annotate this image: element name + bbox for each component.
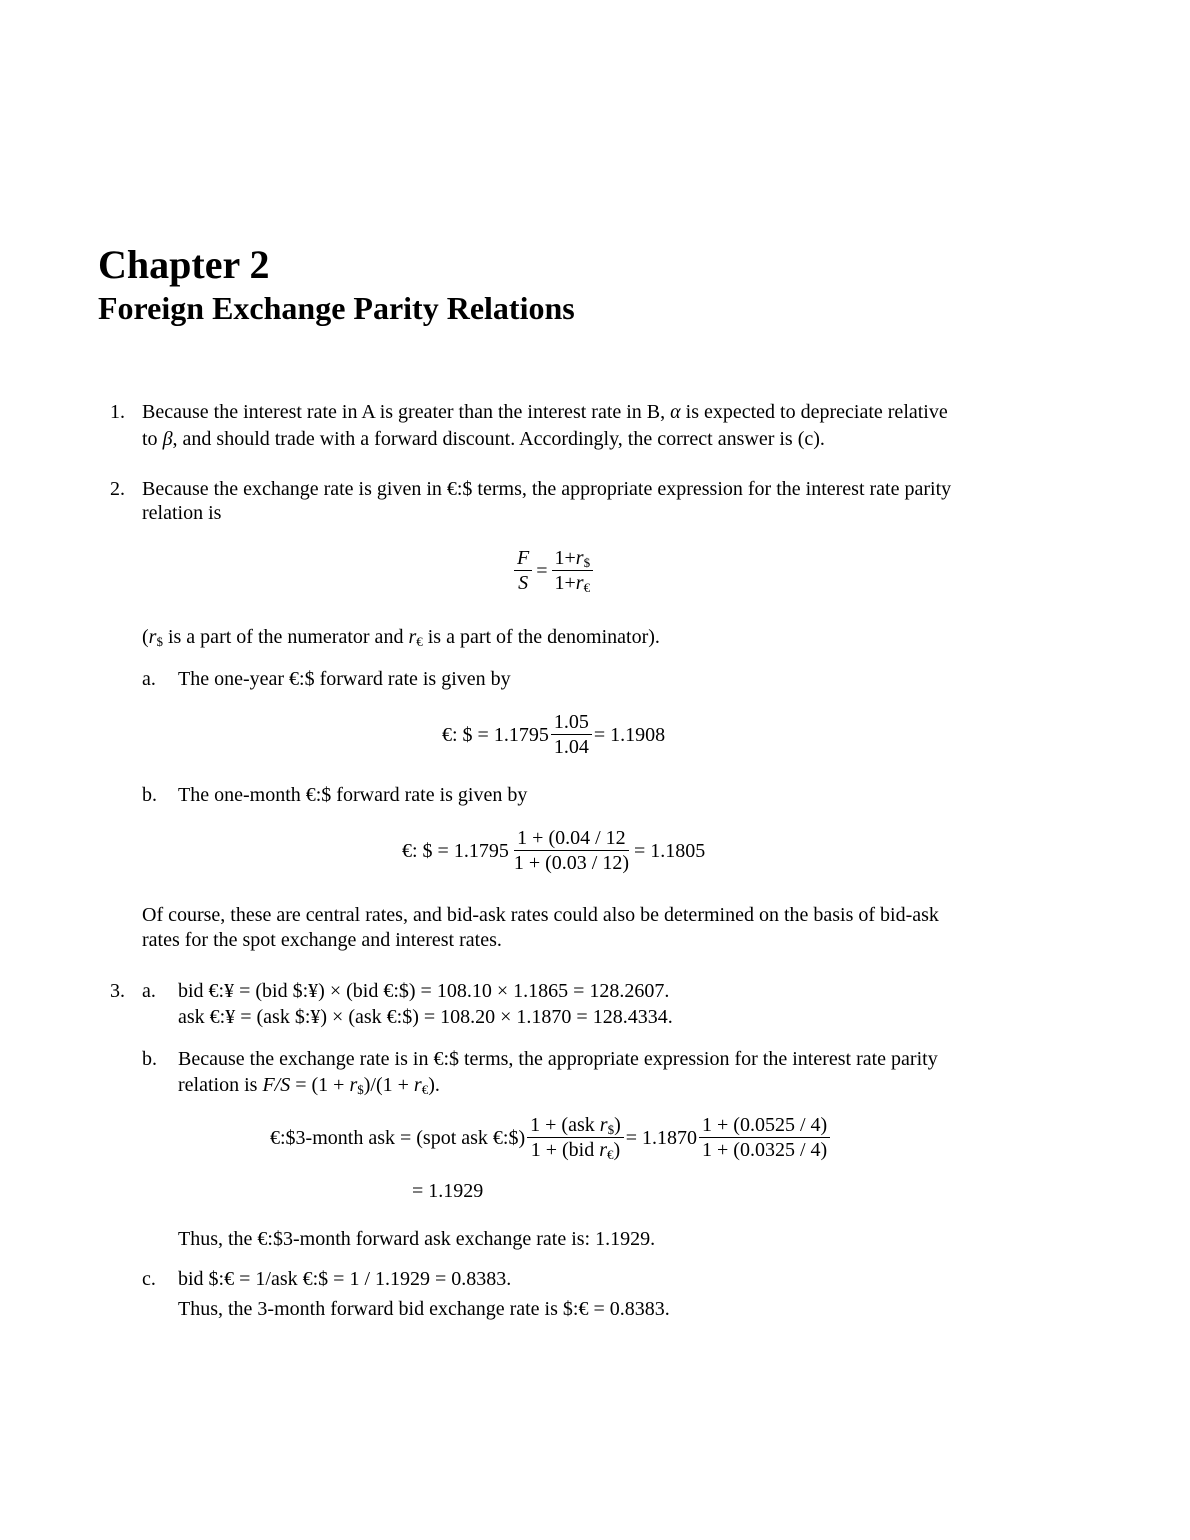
irp-num-r: r	[575, 547, 584, 569]
q2a-eq-right: = 1.1908	[593, 723, 666, 746]
q2a-text: The one-year €:$ forward rate is given by	[178, 668, 511, 690]
irp-F: F	[517, 547, 530, 569]
q3b-f1-den-a: 1 + (bid	[530, 1139, 595, 1161]
q3b-f1-num-r: r	[599, 1114, 608, 1136]
q3b-l2-b: = (1 +	[295, 1074, 345, 1096]
q2b-num: 1 + (0.04 / 12	[514, 828, 629, 851]
q2a-fraction	[551, 712, 592, 757]
q3b-f2-num: 1 + (0.0525 / 4)	[699, 1115, 830, 1138]
q3c-line1: bid $:€ = 1/ask €:$ = 1 / 1.1929 = 0.8383.	[178, 1268, 512, 1290]
q3b-l2-s1: $	[357, 1082, 364, 1097]
q3b-fraction1	[527, 1115, 624, 1160]
q3b-equation	[270, 1115, 832, 1160]
q2a-label: a.	[142, 668, 156, 690]
irp-num-sub: $	[583, 555, 591, 570]
beta-symbol: β	[162, 428, 173, 450]
q3b-f1-num-s: $	[607, 1122, 615, 1137]
irp-equals: =	[536, 559, 548, 582]
q3b-eq-left: €:$3-month ask = (spot ask €:$)	[270, 1126, 526, 1149]
q2b-eq-left: €: $ = 1.1795	[402, 839, 509, 862]
irp-right-fraction	[552, 548, 594, 593]
q2a-eq-left: €: $ = 1.1795	[442, 723, 549, 746]
q3b-f2-den: 1 + (0.0325 / 4)	[702, 1139, 828, 1161]
q2-note-mid: is a part of the numerator and	[167, 626, 404, 648]
q2b-eq-right: = 1.1805	[634, 839, 706, 862]
q2-line2: relation is	[142, 502, 222, 524]
q3b-f1-num-b: )	[614, 1114, 621, 1136]
q2a-den: 1.04	[553, 736, 589, 758]
q2-outro-line1: Of course, these are central rates, and bid-ask rates could also be determined on the basis of bid-ask	[142, 904, 939, 926]
q1-line2	[142, 429, 825, 449]
q3b-f1-den-s: €	[607, 1147, 614, 1162]
q3b-l2-r1: r	[349, 1074, 358, 1096]
q3b-f1-den-b: )	[613, 1139, 621, 1161]
q2b-fraction	[511, 828, 632, 873]
q2-note	[142, 627, 660, 647]
q2b-den: 1 + (0.03 / 12)	[513, 852, 629, 874]
q3b-l2-a: relation is	[178, 1074, 258, 1096]
q3b-l2-r2: r	[413, 1074, 422, 1096]
q3b-f1-num-a: 1 + (ask	[530, 1114, 595, 1136]
q2a-num: 1.05	[551, 712, 592, 735]
irp-S: S	[518, 572, 529, 594]
q2b-label: b.	[142, 784, 157, 806]
irp-left-fraction	[514, 548, 532, 593]
q1-number: 1.	[110, 401, 125, 423]
q2-outro-line2: rates for the spot exchange and interest rates.	[142, 929, 502, 951]
q1-line1-a: Because the interest rate in A is greater than the interest rate in B,	[142, 401, 666, 423]
q1-line2-a: to	[142, 428, 158, 450]
irp-den-r: r	[575, 572, 584, 594]
q2b-text: The one-month €:$ forward rate is given by	[178, 784, 528, 806]
q3b-label: b.	[142, 1048, 157, 1070]
q3a-line1: bid €:¥ = (bid $:¥) × (bid €:$) = 108.10 × 1.1865 = 128.2607.	[178, 980, 670, 1002]
q1-line1	[142, 402, 948, 422]
q3b-l2-fs: F/S	[262, 1074, 291, 1096]
q3b-l2-c: )/(1 +	[363, 1074, 409, 1096]
q2-note-open: (	[142, 626, 149, 648]
q2-note-end: is a part of the denominator).	[427, 626, 660, 648]
q3a-line2: ask €:¥ = (ask $:¥) × (ask €:$) = 108.20 × 1.1870 = 128.4334.	[178, 1006, 673, 1028]
irp-equation	[512, 548, 595, 593]
irp-den-sub: €	[583, 580, 591, 595]
irp-num-a: 1+	[554, 547, 576, 569]
q3b-eq-result: = 1.1929	[412, 1180, 484, 1202]
q3c-label: c.	[142, 1268, 156, 1290]
q3b-fraction2	[699, 1115, 830, 1160]
q3b-line2	[178, 1075, 440, 1095]
chapter-subtitle: Foreign Exchange Parity Relations	[98, 290, 575, 326]
alpha-symbol: α	[670, 401, 681, 423]
q3c-line2: Thus, the 3-month forward bid exchange rate is $:€ = 0.8383.	[178, 1298, 670, 1320]
q2-note-sub1: $	[156, 634, 163, 649]
q2-number: 2.	[110, 478, 125, 500]
q2-note-r1: r	[148, 626, 157, 648]
q3b-line1: Because the exchange rate is in €:$ terms, the appropriate expression for the interest rate parity	[178, 1048, 938, 1070]
chapter-title: Chapter 2	[98, 242, 270, 287]
q3b-l2-s2: €	[421, 1082, 429, 1097]
q1-line1-b: is expected to depreciate relative	[685, 401, 948, 423]
irp-den-a: 1+	[554, 572, 576, 594]
q3a-label: a.	[142, 980, 156, 1002]
q3-number: 3.	[110, 980, 125, 1002]
q3b-f1-den-r: r	[599, 1139, 607, 1161]
q3b-conclusion: Thus, the €:$3-month forward ask exchange rate is: 1.1929.	[178, 1228, 656, 1250]
q3b-l2-d: ).	[428, 1074, 440, 1096]
q2a-equation	[442, 712, 665, 757]
q3b-eq-mid: = 1.1870	[625, 1126, 698, 1149]
q1-line2-b: , and should trade with a forward discount. Accordingly, the correct answer is (c).	[172, 428, 825, 450]
q2-note-r2: r	[408, 626, 417, 648]
q2-line1: Because the exchange rate is given in €:$ terms, the appropriate expression for the interest rate parity	[142, 478, 952, 500]
q2b-equation	[402, 828, 705, 873]
q2-note-sub2: €	[416, 634, 423, 649]
